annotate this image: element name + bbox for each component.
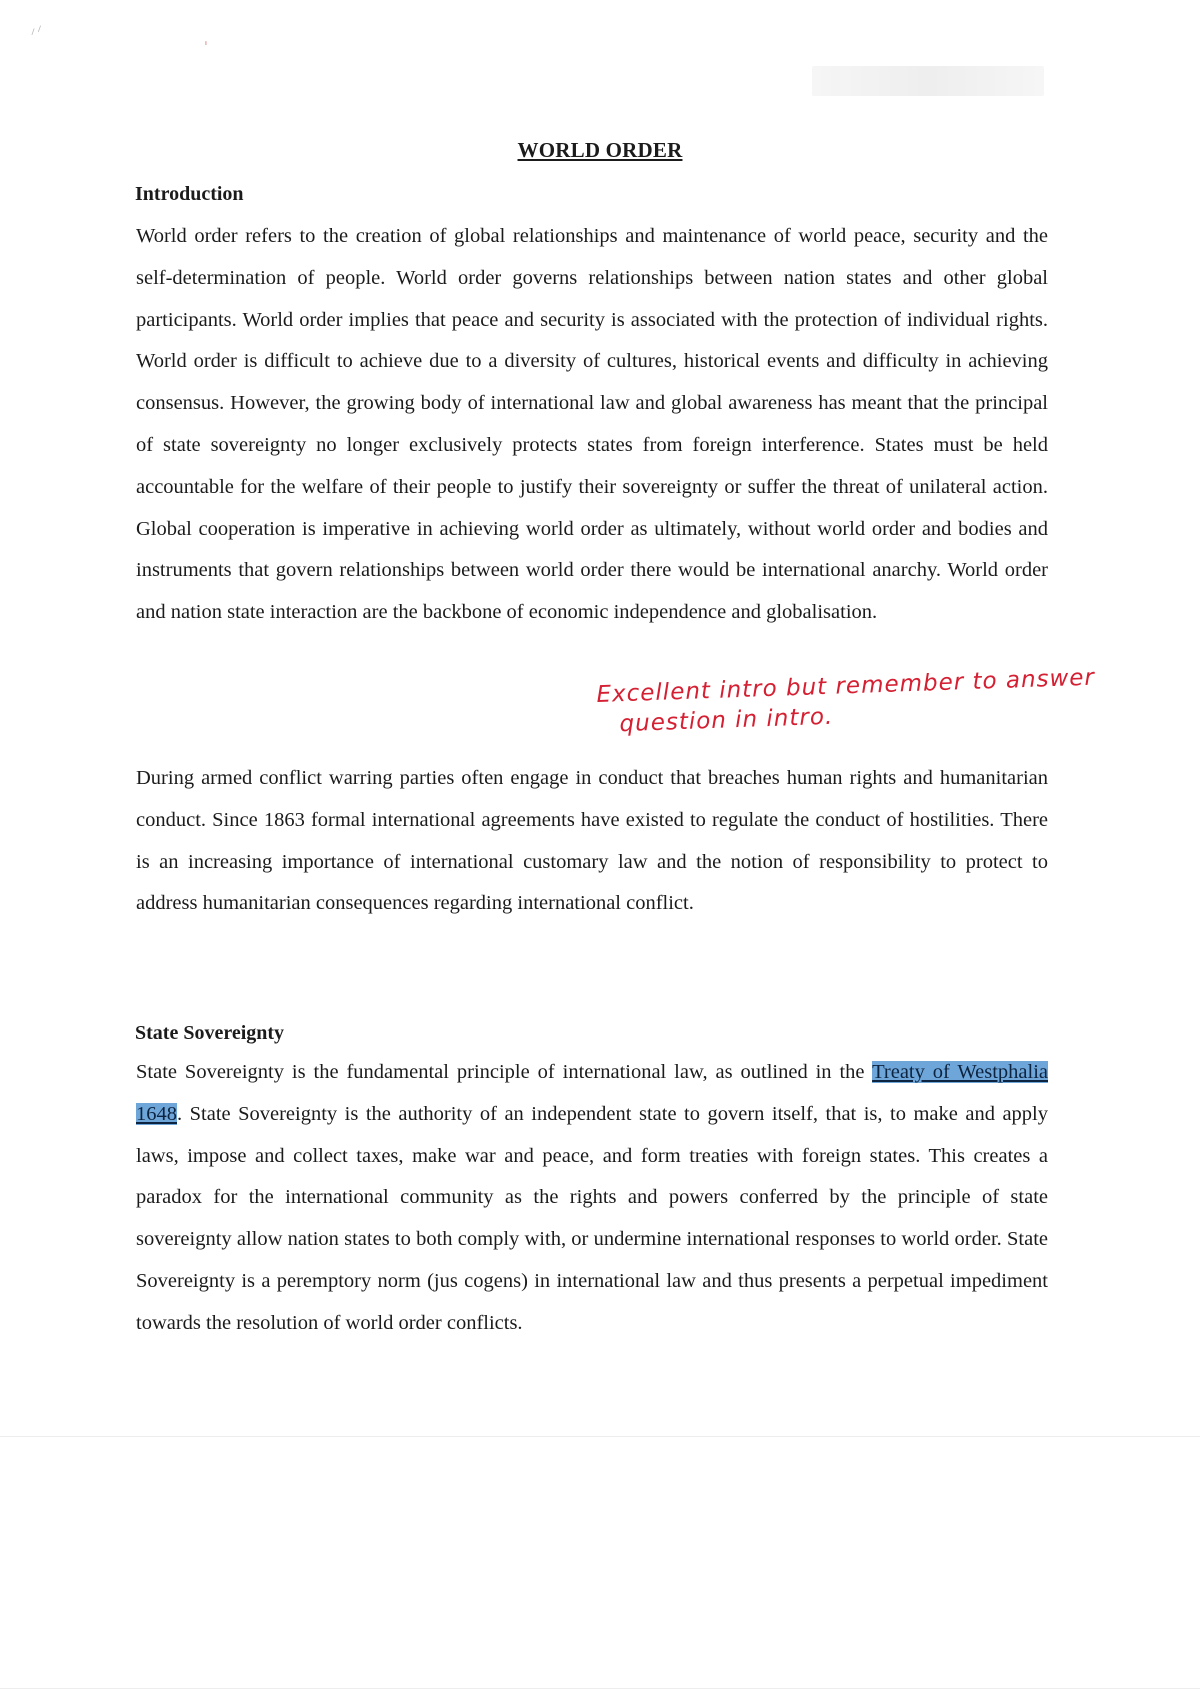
scan-edge-line [0,1436,1200,1437]
state-sovereignty-paragraph [136,1052,1048,1345]
state-sovereignty-text-end: . State Sovereignty is the authority of an independent state to govern itself, that is, to make and apply laws, impose and collect taxes, make war and peace, and form treaties with foreign states. This creates a paradox for the international community as the rights and powers conferred by the principle of state sovereignty allow nation states to both comply with, or undermine international responses to world order. State Sovereignty is a peremptory norm (jus cogens) in international law and thus presents a perpetual impediment towards the resolution of world order conflicts. [136,1102,1048,1334]
introduction-paragraph-2 [136,758,1048,925]
handwritten-annotation [596,663,1096,740]
state-sovereignty-text-start: State Sovereignty is the fundamental principle of international law, as outlined in the [136,1061,873,1083]
introduction-paragraph-1-text: World order refers to the creation of global relationships and maintenance of world peace, security and the self-determination of people. World order governs relationships between nation states and other global participants. World order implies that peace and security is associated with the protection of individual rights. World order is difficult to achieve due to a diversity of cultures, historical events and difficulty in achieving consensus. However, the growing body of international law and global awareness has meant that the principal of state sovereignty no longer exclusively protects states from foreign interference. States must be held accountable for the welfare of their people to justify their sovereignty or suffer the threat of unilateral action. Global cooperation is imperative in achieving world order as ultimately, without world order and bodies and instruments that govern relationships between world order there would be international anarchy. World order and nation state interaction are the backbone of economic independence and globalisation. [136,225,1048,624]
scan-edge-line [0,1688,1200,1689]
scan-mark: ⸝⸝ [25,17,45,39]
introduction-paragraph-1 [136,216,1048,634]
document-title: WORLD ORDER [517,138,683,162]
annotation-line-2: question in intro. [619,703,834,738]
annotation-line-1: Excellent intro but remember to answer [596,664,1096,708]
introduction-paragraph-2-text: During armed conflict warring parties often engage in conduct that breaches human rights and humanitarian conduct. Since 1863 formal international agreements have existed to regulate the conduct of hostilities. There is an increasing importance of international customary law and the notion of responsibility to protect to address humanitarian consequences regarding international conflict. [136,767,1048,915]
highlighted-reference: Treaty of Westphalia 1648 [136,1061,1048,1125]
introduction-heading: Introduction [135,183,244,205]
faint-header-smudge [812,66,1044,96]
state-sovereignty-heading: State Sovereignty [135,1022,285,1044]
scan-mark: ˈ [204,40,208,56]
